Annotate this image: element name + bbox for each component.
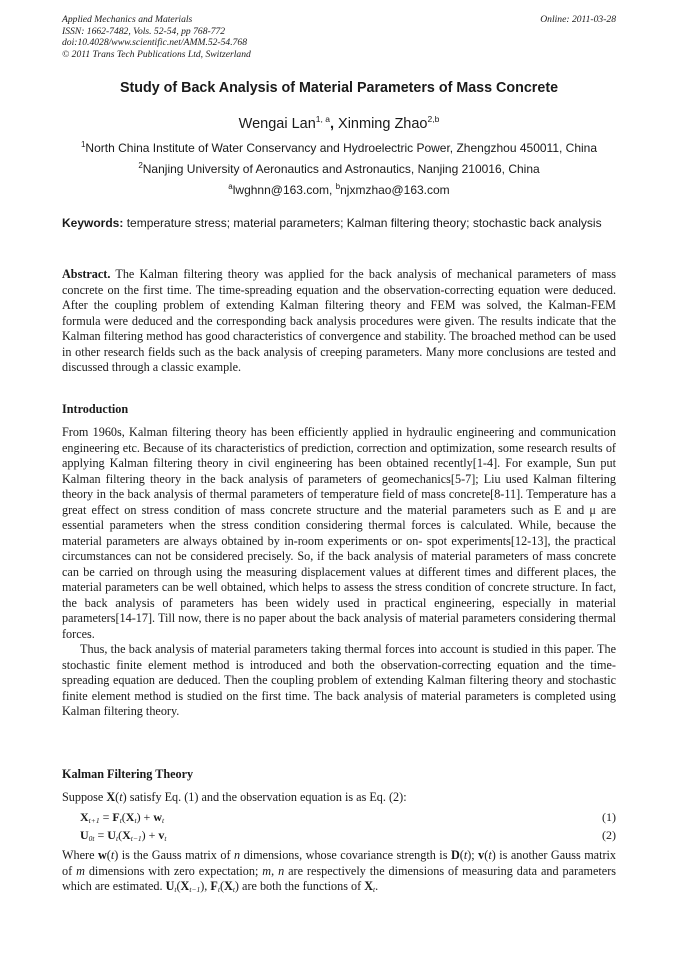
introduction-heading: Introduction bbox=[62, 402, 129, 416]
issn-line: ISSN: 1662-7482, Vols. 52-54, pp 768-772 bbox=[62, 25, 226, 37]
affiliation-2 bbox=[62, 161, 616, 176]
copyright-line: © 2011 Trans Tech Publications Ltd, Switzerland bbox=[62, 48, 251, 60]
email-a: lwghnn@163.com, bbox=[232, 183, 336, 197]
kalman-intro-a: Suppose bbox=[62, 790, 107, 804]
kalman-definitions: Where w(t) is the Gauss matrix of n dimensions, whose covariance strength is D(t); v(t) is another Gauss matrix of m dimensions with zero expectation; m, n are respectively the dimensions of measuring data and parameters which are estimated. $U_t(X_{t-1})$, $F_t(X_t)$ are both the functions of $X_t$. bbox=[62, 848, 617, 894]
kalman-def-8: are both the functions of bbox=[238, 879, 365, 893]
online-date: Online: 2011-03-28 bbox=[540, 14, 616, 25]
author-list bbox=[62, 114, 616, 132]
kalman-def-4: ; bbox=[471, 848, 479, 862]
kalman-def-7: are respectively the dimensions of measuring data and parameters which are estimated. bbox=[62, 863, 617, 893]
affiliation-1 bbox=[62, 140, 616, 155]
kalman-def-6: dimensions with zero expectation; bbox=[84, 863, 263, 878]
email-a-sup: a bbox=[228, 182, 233, 191]
author-1-name: Wengai Lan bbox=[238, 115, 316, 132]
introduction-paragraph-1: From 1960s, Kalman filtering theory has been efficiently applied in hydraulic engineering and communication engineering etc. Because of its characteristics of prediction, correction and optimization, some research results of applying Kalman filtering theory in civil engineering has been obtained recently[1-4]. For example, Sun put Kalman filtering theory in the back analysis of parameters of geomechanics[5-7]; Liu used Kalman filtering theory in the back analysis of thermal parameters of temperature field of mass concrete[8-11]. Temperature has a great effect on stress condition of mass concrete structure and the material parameters such as E and μ are essential parameters when the stress condition considering thermal forces is calculated. While, because the material parameters are always obtained by in-room experiments or on- spot experiments[12-13], the practical circumstances can not be considered precisely. So, if the back analysis of material parameters of mass concrete can be carried on through using the measuring displacement values at different times and different places, the material parameters can be well obtained, which helps to assess the stress condition of concrete structure. In fact, the back analysis of parameters has been widely used in practical engineering, especially in material parameters[14-17]. Till now, there is no paper about the back analysis of material parameters considering thermal forces. bbox=[62, 425, 616, 641]
author-emails bbox=[62, 182, 616, 197]
keywords-label: Keywords: bbox=[62, 216, 124, 230]
affiliation-1-text: North China Institute of Water Conservancy and Hydroelectric Power, Zhengzhou 450011, China bbox=[85, 141, 598, 155]
author-2-name: Xinming Zhao bbox=[338, 115, 428, 132]
affiliation-2-text: Nanjing University of Aeronautics and Astronautics, Nanjing 210016, China bbox=[142, 162, 540, 176]
introduction-body bbox=[62, 425, 616, 720]
kalman-def-1: Where bbox=[62, 848, 98, 862]
abstract bbox=[62, 267, 616, 376]
author-2-sup: 2,b bbox=[427, 114, 440, 124]
equation-1-number: (1) bbox=[602, 810, 616, 824]
keywords bbox=[62, 217, 616, 231]
abstract-label: Abstract. bbox=[62, 267, 111, 281]
author-separator: , bbox=[329, 115, 339, 132]
equation-1-expression: $X_{t+1} = F_t(X_t) + w_t$ bbox=[80, 810, 165, 825]
keywords-text: temperature stress; material parameters; Kalman filtering theory; stochastic back analysis bbox=[126, 216, 602, 230]
journal-name: Applied Mechanics and Materials bbox=[62, 14, 193, 25]
equation-2-number: (2) bbox=[602, 828, 616, 842]
email-b: njxmzhao@163.com bbox=[340, 183, 450, 197]
kalman-intro: Suppose X(t) satisfy Eq. (1) and the observation equation is as Eq. (2): bbox=[62, 790, 407, 804]
author-1-sup: 1, a bbox=[315, 114, 330, 124]
journal-header bbox=[62, 14, 616, 60]
abstract-text: The Kalman filtering theory was applied for the back analysis of mechanical parameters of mass concrete on the first time. The time-spreading equation and the observation-correcting equation were deduced. After the coupling problem of extending Kalman filtering theory and FEM was solved, the Kalman-FEM formula were deduced and the corresponding back analysis procedures were given. The results indicate that the Kalman filtering method has good characteristics of convergence and stability. The broached method can be used in other research fields such as the back analysis of creeping parameters. Many more conclusions are tested and discussed through a classic example. bbox=[62, 267, 616, 374]
kalman-heading: Kalman Filtering Theory bbox=[62, 767, 194, 781]
kalman-def-2: is the Gauss matrix of bbox=[118, 848, 235, 862]
kalman-intro-b: satisfy Eq. (1) and the observation equation is as Eq. (2): bbox=[126, 790, 407, 804]
kalman-def-3: dimensions, whose covariance strength is bbox=[240, 848, 451, 862]
affiliation-1-sup: 1 bbox=[80, 140, 86, 149]
email-b-sup: b bbox=[335, 182, 341, 191]
equation-2-expression: $U_{0t} = U_t(X_{t-1}) + v_t$ bbox=[80, 828, 167, 843]
kalman-def-5: is another Gauss matrix of bbox=[62, 848, 617, 878]
kalman-def-9: . bbox=[375, 879, 379, 893]
introduction-paragraph-2: Thus, the back analysis of material parameters taking thermal forces into account is studied in this paper. The stochastic finite element method is introduced and both the observation-correcting equation and the time-spreading equation are deduced. Then the coupling problem of extending Kalman filtering theory and stochastic finite element method is studied on the first time. The back analysis of material parameters is completed using Kalman filtering theory. bbox=[62, 642, 616, 718]
equation-2 bbox=[80, 828, 616, 843]
doi-line: doi:10.4028/www.scientific.net/AMM.52-54.768 bbox=[62, 37, 248, 49]
equation-1 bbox=[80, 810, 616, 825]
paper-title: Study of Back Analysis of Material Parameters of Mass Concrete bbox=[119, 80, 559, 96]
affiliation-2-sup: 2 bbox=[138, 161, 143, 170]
